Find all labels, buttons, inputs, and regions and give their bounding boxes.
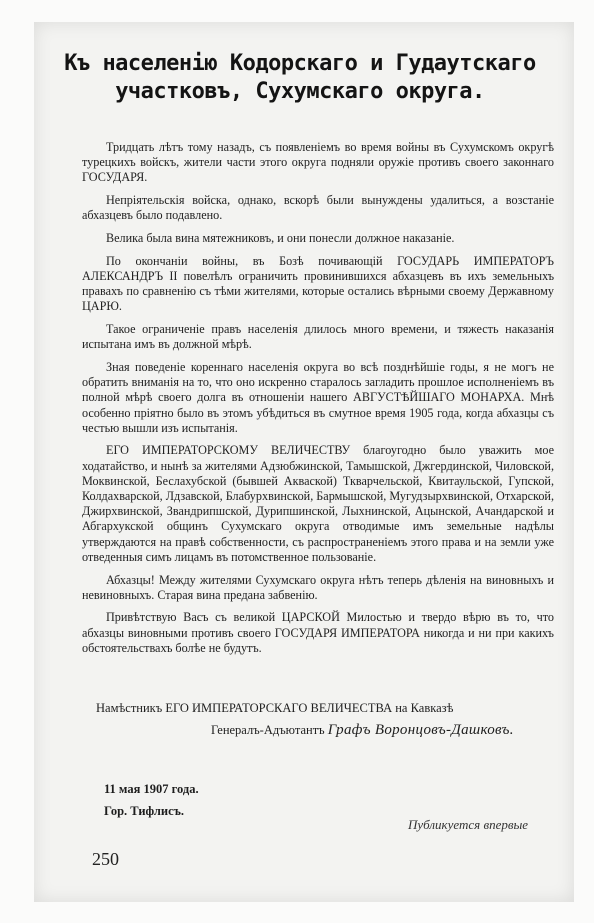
paragraph-1: Тридцать лѣтъ тому назадъ, съ появленіемъ во время войны въ Сухумскомъ округѣ турецкихъ войскъ, жители части этого округа подняли оружіе противъ своего законнаго ГОСУДАРЯ. [82,140,554,185]
title-line-1: Къ населенію Кодорскаго и Гудаутскаго [64,51,536,76]
paragraph-5: Такое ограниченіе правъ населенія длилось много времени, и тяжесть наказанія испытана имъ въ должной мѣрѣ. [82,322,554,352]
date-block [104,778,199,822]
signature-title: Намѣстникъ ЕГО ИМПЕРАТОРСКАГО ВЕЛИЧЕСТВА на Кавказѣ [96,701,454,715]
page-number: 250 [92,849,119,869]
paragraph-6: Зная поведеніе кореннаго населенія округа во всѣ позднѣйшіе годы, я не могъ не обратить вниманія на то, что оно искренно старалось загладить прошлое исполненіемъ въ полной мѣрѣ своего долга въ отношеніи нашего АВГУСТѢЙШАГО МОНАРХА. Мнѣ особенно пріятно было въ этомъ убѣдиться въ смутное время 1905 года, когда абхазцы съ честью вышли изъ испытанія. [82,359,554,435]
signature-rank: Генералъ-Адъютантъ [211,723,325,737]
document-title [60,50,540,106]
document-body [82,140,554,664]
paragraph-4: По окончаніи войны, въ Бозѣ почивающій ГОСУДАРЬ ИМПЕРАТОРЪ АЛЕКСАНДРЪ II повелѣлъ ограничить провинившихся абхазцевъ въ ихъ земельныхъ правахъ по сравненію съ тѣми жителями, которые остались вѣрными своему Державному ЦАРЮ. [82,253,554,314]
title-line-2: участковъ, Сухумскаго округа. [115,79,485,104]
publication-note: Публикуется впервые [408,817,529,832]
paragraph-8: Абхазцы! Между жителями Сухумскаго округа нѣтъ теперь дѣленія на виновныхъ и невиновныхъ. Старая вина предана забвенію. [82,572,554,602]
paragraph-2: Непріятельскія войска, однако, вскорѣ были вынуждены удалиться, а возстаніе абхазцевъ было подавлено. [82,193,554,223]
signature-block [96,700,566,738]
document-date: 11 мая 1907 года. [104,782,199,796]
paragraph-3: Велика была вина мятежниковъ, и они понесли должное наказаніе. [106,231,455,246]
paragraph-9: Привѣтствую Васъ съ великой ЦАРСКОЙ Милостью и твердо вѣрю въ то, что абхазцы виновными противъ своего ГОСУДАРЯ ИМПЕРАТОРА никогда и ни при какихъ обстоятельствахъ болѣе не будутъ. [82,610,554,655]
paragraph-7: ЕГО ИМПЕРАТОРСКОМУ ВЕЛИЧЕСТВУ благоугодно было уважить мое ходатайство, и нынѣ за жителями Адзюбжинской, Тамышской, Джгердинской, Чиловской, Моквинской, Беслахубской (бывшей Акваской) Ткварчельской, Квитаульской, Гупской, Колдахварской, Лдзавской, Блабурхвинской, Бармышской, Мугудзырхвинской, Отхарской, Джирхвинской, Звандрипшской, Дурипшинской, Лыхнинской, Ацынской, Ачандарской и Абгархукской общинъ Сухумскаго округа отводимые имъ земельные надѣлы утверждаются на правѣ собственности, съ распространеніемъ этого права и на земли уже отведенныя симъ лицамъ въ потомственное пользованіе. [82,443,554,564]
signature-name: Графъ Воронцовъ-Дашковъ. [327,722,514,738]
signature-line [96,722,566,738]
document-place: Гор. Тифлисъ. [104,804,185,818]
